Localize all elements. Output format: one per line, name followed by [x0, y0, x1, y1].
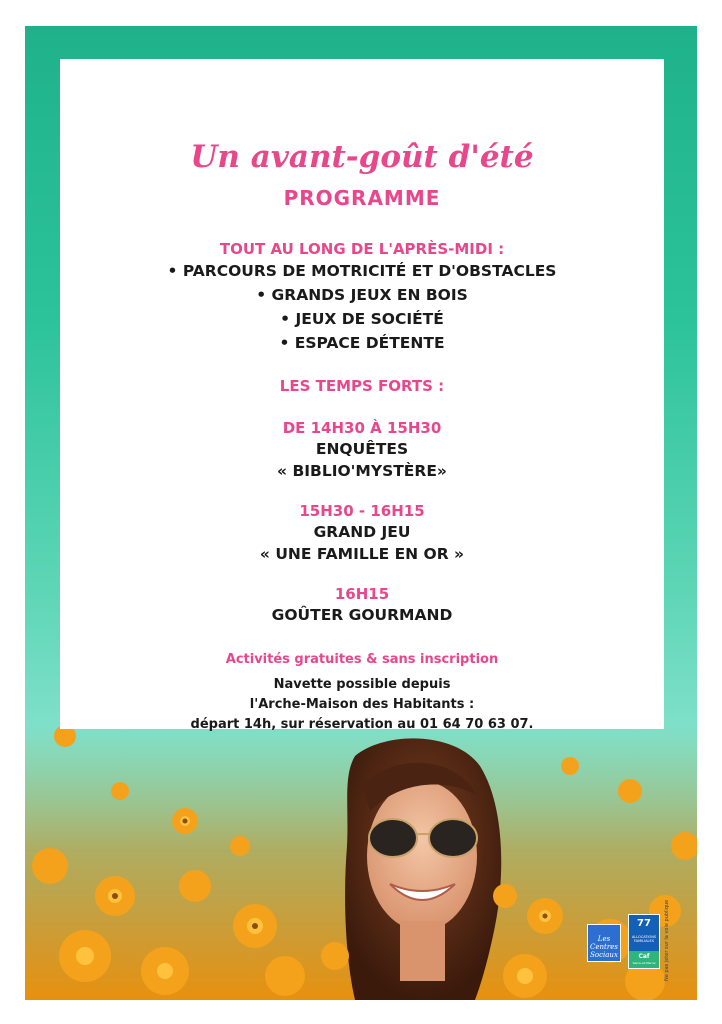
event-time: 15H30 - 16H15 — [299, 502, 425, 520]
poster-subtitle: PROGRAMME — [283, 186, 441, 210]
event-time: 16H15 — [334, 585, 390, 603]
caf-logo-bottom — [629, 951, 659, 968]
poster — [25, 26, 697, 1000]
caf-logo-top — [629, 915, 659, 951]
activity-item: • PARCOURS DE MOTRICITÉ ET D'OBSTACLES — [167, 262, 557, 280]
poster-title: Un avant-goût d'été — [190, 139, 534, 175]
caf-name: ALLOCATIONS FAMILIALES — [631, 935, 657, 943]
caf-logo — [628, 914, 660, 969]
centres-sociaux-logo — [587, 924, 621, 962]
caf-number: 77 — [637, 918, 651, 929]
program-panel — [60, 59, 664, 732]
event-title: GOÛTER GOURMAND — [271, 606, 453, 624]
event-time: DE 14H30 À 15H30 — [282, 419, 442, 437]
shuttle-line: l'Arche-Maison des Habitants : — [249, 697, 475, 712]
event-subtitle: « BIBLIO'MYSTÈRE» — [277, 462, 447, 480]
free-note: Activités gratuites & sans inscription — [225, 652, 499, 667]
highlights-heading: LES TEMPS FORTS : — [279, 377, 445, 395]
shuttle-line: Navette possible depuis — [273, 677, 451, 692]
event-title: ENQUÊTES — [315, 440, 409, 458]
litter-notice: Ne pas jeter sur la voie publique — [664, 899, 670, 981]
afternoon-heading: TOUT AU LONG DE L'APRÈS-MIDI : — [219, 240, 505, 258]
centres-sociaux-logo-text: Les Centres Sociaux — [590, 935, 618, 959]
shuttle-line: départ 14h, sur réservation au 01 64 70 63 07. — [190, 717, 534, 732]
activity-item: • JEUX DE SOCIÉTÉ — [280, 310, 444, 328]
caf-region: Seine-et-Marne — [632, 961, 656, 965]
activity-item: • GRANDS JEUX EN BOIS — [256, 286, 468, 304]
caf-short: Caf — [638, 953, 650, 960]
event-title: GRAND JEU — [313, 523, 411, 541]
activity-item: • ESPACE DÉTENTE — [279, 334, 445, 352]
event-subtitle: « UNE FAMILLE EN OR » — [259, 545, 465, 563]
